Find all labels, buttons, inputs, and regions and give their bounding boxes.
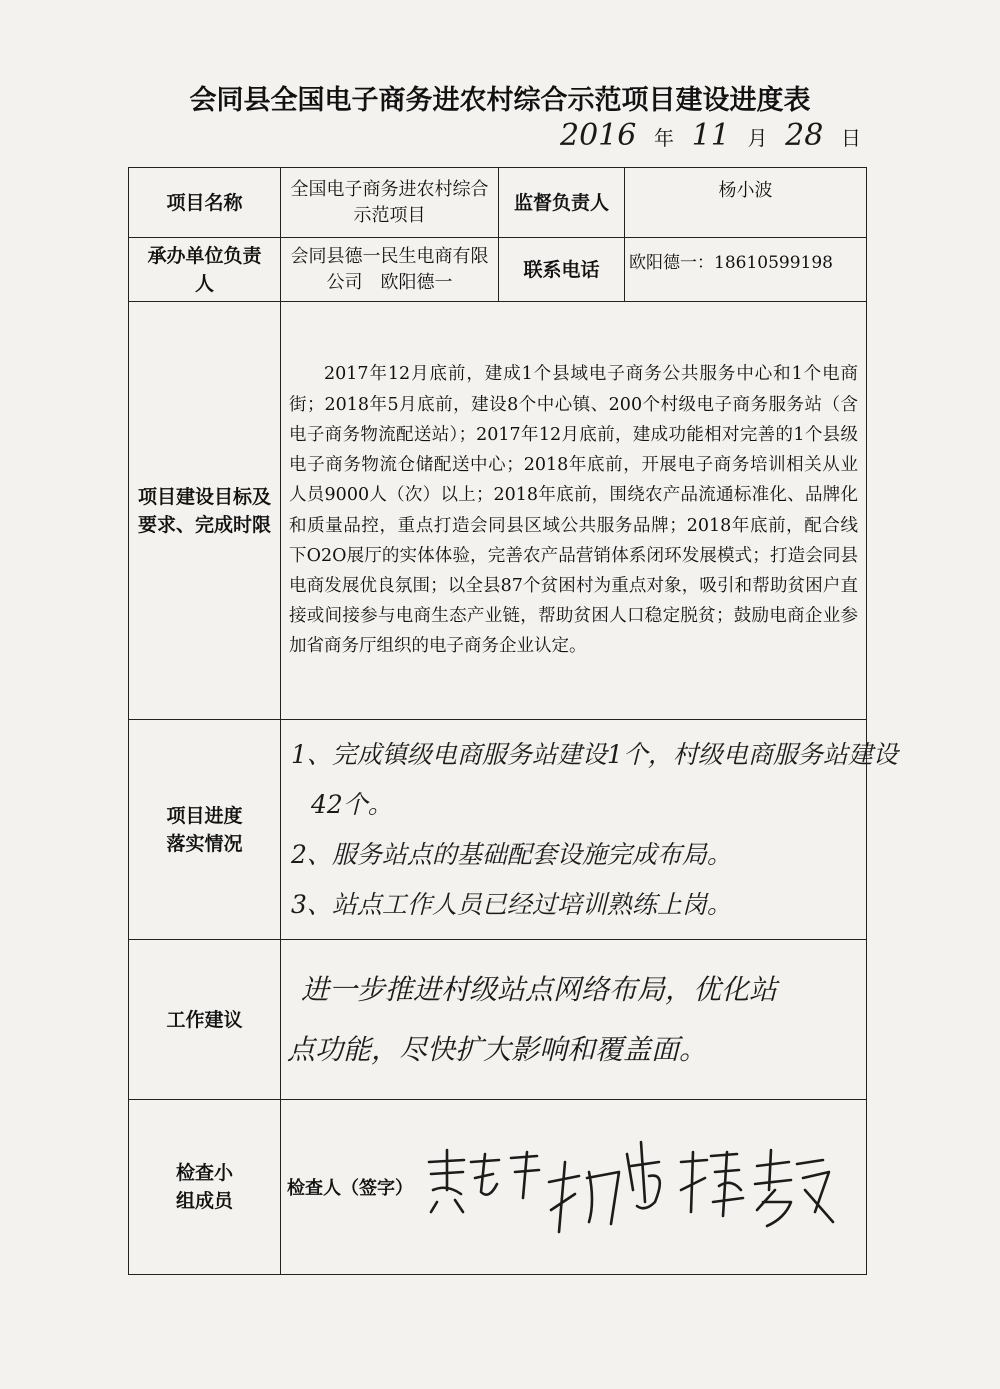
date-year-label: 年 — [654, 126, 674, 150]
inspector-signatures — [281, 1132, 866, 1242]
goals-cell — [281, 302, 867, 720]
document-title: 会同县全国电子商务进农村综合示范项目建设进度表 — [189, 85, 811, 116]
contractor-name: 会同县德一民生电商有限公司 欧阳德一 — [290, 245, 489, 293]
date-month-label: 月 — [747, 126, 768, 150]
table-row — [129, 720, 867, 940]
progress-item: 42个。 — [311, 789, 393, 819]
handwritten-signatures — [419, 1132, 839, 1242]
date-month: 11 — [691, 118, 730, 153]
supervisor-cell — [625, 168, 867, 238]
advice-notes — [281, 954, 866, 1086]
date-day: 28 — [785, 118, 824, 153]
contractor-label: 承办单位负责人 — [129, 238, 281, 302]
advice-line: 进一步推进村级站点网络布局，优化站 — [301, 972, 778, 1006]
supervisor-name: 杨小波 — [718, 180, 773, 201]
table-row — [129, 940, 867, 1100]
date-year: 2016 — [560, 118, 637, 153]
contact-phone: 欧阳德一：18610599198 — [629, 253, 833, 273]
table-row — [129, 302, 867, 720]
phone-label: 联系电话 — [499, 238, 625, 302]
project-name-label: 项目名称 — [129, 168, 281, 238]
project-name: 全国电子商务进农村综合示范项目 — [290, 178, 489, 226]
inspector-label: 检查人（签字） — [287, 1178, 413, 1199]
project-name-cell — [281, 168, 499, 238]
progress-table — [128, 167, 898, 1275]
date-day-label: 日 — [840, 126, 861, 150]
phone-cell — [625, 238, 867, 302]
table-row — [129, 238, 867, 302]
team-cell — [281, 1100, 867, 1275]
progress-notes — [281, 724, 898, 936]
progress-cell — [281, 720, 898, 940]
table-row — [129, 1100, 867, 1275]
progress-item: 1、完成镇级电商服务站建设1个，村级电商服务站建设 — [291, 739, 898, 769]
progress-label: 项目进度落实情况 — [129, 720, 281, 940]
goals-text: 2017年12月底前，建成1个县域电子商务公共服务中心和1个电商街；2018年5月底前，建设8个中心镇、200个村级电子商务服务站（含电子商务物流配送站）；2017年12月底前，建成功能相对完善的1个县级电子商务物流仓储配送中心；2018年底前，开展电子商务培训相关从业人员9000人（次）以上；2018年底前，围绕农产品流通标准化、品牌化和质量品控，重点打造会同县区域公共服务品牌；2018年底前，配合线下O2O展厅的实体体验，完善农产品营销体系闭环发展模式；打造会同县电商发展优良氛围；以全县87个贫困村为重点对象，吸引和帮助贫困户直接或间接参与电商生态产业链，帮助贫困人口稳定脱贫；鼓励电商企业参加省商务厅组织的电子商务企业认定。 — [289, 364, 858, 657]
supervisor-label: 监督负责人 — [499, 168, 625, 238]
advice-cell — [281, 940, 867, 1100]
document-date — [560, 118, 860, 153]
progress-item: 2、服务站点的基础配套设施完成布局。 — [291, 839, 732, 869]
team-label: 检查小组成员 — [129, 1100, 281, 1275]
table-row — [129, 168, 867, 238]
goals-label: 项目建设目标及要求、完成时限 — [129, 302, 281, 720]
advice-label: 工作建议 — [129, 940, 281, 1100]
progress-item: 3、站点工作人员已经过培训熟练上岗。 — [291, 889, 732, 919]
advice-line: 点功能，尽快扩大影响和覆盖面。 — [287, 1032, 708, 1066]
contractor-cell — [281, 238, 499, 302]
